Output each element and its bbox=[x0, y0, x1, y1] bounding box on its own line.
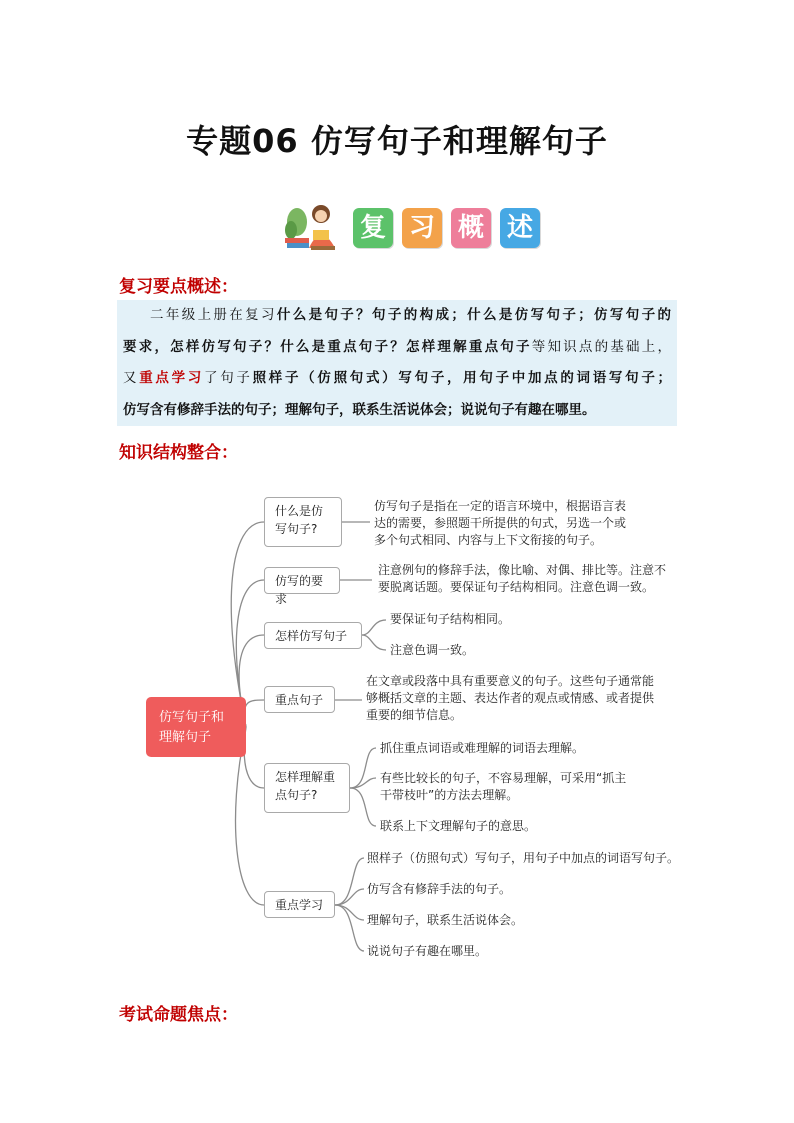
leaf-interesting: 说说句子有趣在哪里。 bbox=[367, 944, 488, 958]
banner-tile-3: 概 bbox=[451, 208, 491, 248]
mindmap-root: 仿写句子和 理解句子 bbox=[146, 697, 246, 757]
leaf-requirements: 注意例句的修辞手法，像比喻、对偶、排比等。注意不 要脱离话题。要保证句子结构相同。注意色调一致。 bbox=[378, 563, 667, 594]
section-heading-review: 复习要点概述： bbox=[119, 277, 238, 297]
node-imitation-requirements: 仿写的要求 bbox=[264, 567, 340, 594]
node-key-sentences: 重点句子 bbox=[264, 686, 335, 713]
banner-tile-2: 习 bbox=[402, 208, 442, 248]
summary-line-1: 二年级上册在复习什么是句子？句子的构成；什么是仿写句子；仿写句子的 bbox=[150, 307, 671, 323]
leaf-key-words: 抓住重点词语或难理解的词语去理解。 bbox=[380, 741, 585, 755]
summary-line-4: 仿写含有修辞手法的句子；理解句子，联系生活说体会；说说句子有趣在哪里。 bbox=[123, 401, 596, 418]
page-title: 专题06 仿写句子和理解句子 bbox=[186, 122, 608, 160]
leaf-same-structure: 要保证句子结构相同。 bbox=[390, 612, 511, 626]
leaf-rhetoric: 仿写含有修辞手法的句子。 bbox=[367, 882, 512, 896]
leaf-same-tone: 注意色调一致。 bbox=[390, 643, 475, 657]
leaf-key-sentence-def: 在文章或段落中具有重要意义的句子。这些句子通常能 够概括文章的主题、表达作者的观点或情感、或者提供 重要的细节信息。 bbox=[366, 674, 655, 722]
node-how-to-imitate: 怎样仿写句子 bbox=[264, 622, 362, 649]
node-what-is-imitation: 什么是仿 写句子? bbox=[264, 497, 342, 547]
leaf-definition: 仿写句子是指在一定的语言环境中，根据语言表 达的需要，参照题干所提供的句式，另选一个或 多个句式相同、内容与上下文衔接的句子。 bbox=[374, 499, 627, 547]
node-how-to-understand: 怎样理解重 点句子? bbox=[264, 763, 350, 813]
banner-tile-4: 述 bbox=[500, 208, 540, 248]
node-key-learning: 重点学习 bbox=[264, 891, 335, 918]
banner-tile-1: 复 bbox=[353, 208, 393, 248]
leaf-context: 联系上下文理解句子的意思。 bbox=[380, 819, 537, 833]
section-heading-structure: 知识结构整合： bbox=[119, 443, 238, 463]
leaf-trunk-method: 有些比较长的句子，不容易理解，可采用“抓主 干带枝叶”的方法去理解。 bbox=[380, 771, 627, 802]
section-heading-exam: 考试命题焦点： bbox=[119, 1005, 238, 1025]
leaf-imitate-pattern: 照样子（仿照句式）写句子，用句子中加点的词语写句子。 bbox=[367, 851, 680, 865]
summary-line-2: 要求，怎样仿写句子？什么是重点句子？怎样理解重点句子等知识点的基础上， bbox=[123, 338, 671, 355]
summary-line-3: 又重点学习了句子照样子（仿照句式）写句子，用句子中加点的词语写句子； bbox=[123, 370, 672, 386]
leaf-life-experience: 理解句子，联系生活说体会。 bbox=[367, 913, 524, 927]
